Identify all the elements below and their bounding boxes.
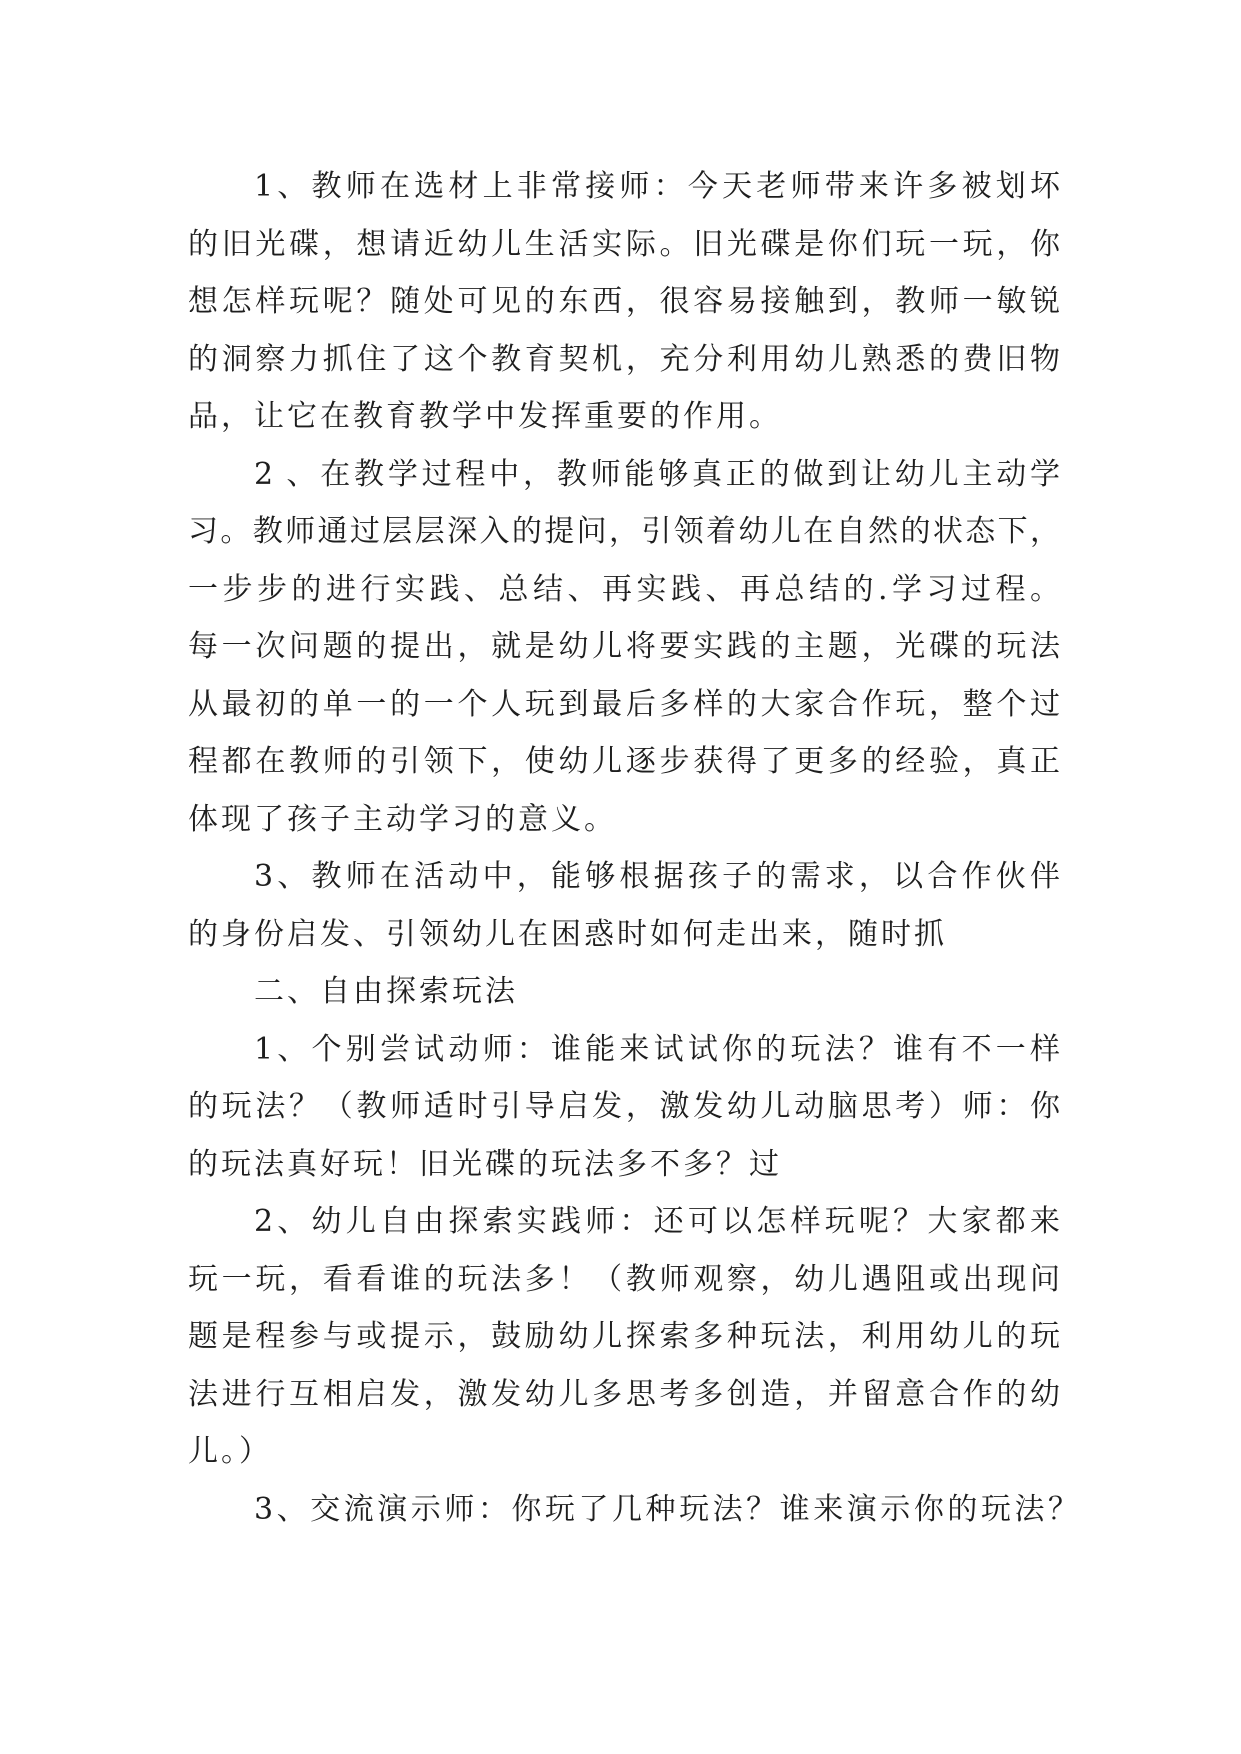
text-line: 体现了孩子主动学习的意义。 [188, 801, 617, 837]
text-line: 每一次问题的提出，就是幼儿将要实践的主题，光碟的玩法 [188, 629, 1060, 664]
paragraph-active-learning [188, 446, 1060, 849]
text-line: 题是程参与或提示，鼓励幼儿探索多种玩法，利用幼儿的玩 [188, 1319, 1060, 1354]
text-line: 的玩法？（教师适时引导启发，激发幼儿动脑思考）师：你 [188, 1089, 1060, 1124]
paragraph-demonstration [188, 1481, 1078, 1539]
text-line: 的洞察力抓住了这个教育契机，充分利用幼儿熟悉的费旧物 [188, 341, 1060, 377]
paragraph-individual-try [188, 1021, 1060, 1194]
text-line: 程都在教师的引领下，使幼儿逐步获得了更多的经验，真正 [188, 744, 1060, 779]
text-line: 法进行互相启发，激发幼儿多思考多创造，并留意合作的幼 [188, 1376, 1060, 1412]
text-line: 玩一玩，看看谁的玩法多！（教师观察，幼儿遇阻或出现问 [188, 1261, 1060, 1297]
text-line: 的旧光碟，想请近幼儿生活实际。旧光碟是你们玩一玩，你 [188, 226, 1060, 262]
section-heading [188, 963, 1060, 1021]
text-line: 3、教师在活动中，能够根据孩子的需求，以合作伙伴 [254, 859, 1060, 894]
text-line: 的玩法真好玩！旧光碟的玩法多不多？过 [188, 1146, 782, 1182]
text-line: 2 、在教学过程中，教师能够真正的做到让幼儿主动学 [254, 456, 1060, 492]
text-line: 一步步的进行实践、总结、再实践、再总结的.学习过程。 [188, 571, 1060, 607]
text-line: 从最初的单一的一个人玩到最后多样的大家合作玩，整个过 [188, 686, 1060, 722]
text-line: 品，让它在教育教学中发挥重要的作用。 [188, 399, 782, 434]
paragraph-free-exploration [188, 1193, 1060, 1481]
paragraph-teacher-material [188, 158, 1060, 446]
document-body [188, 158, 1078, 1538]
text-line: 习。教师通过层层深入的提问，引领着幼儿在自然的状态下， [188, 514, 1060, 549]
text-line: 3、交流演示师：你玩了几种玩法？谁来演示你的玩法？ [254, 1491, 1078, 1527]
text-line: 想怎样玩呢？随处可见的东西，很容易接触到，教师一敏锐 [188, 284, 1060, 319]
text-line: 1、教师在选材上非常接师：今天老师带来许多被划坏 [254, 169, 1060, 204]
text-line: 儿。） [188, 1434, 272, 1469]
text-line: 的身份启发、引领幼儿在困惑时如何走出来，随时抓 [188, 916, 947, 952]
paragraph-teacher-activity [188, 848, 1060, 963]
text-line: 2、幼儿自由探索实践师：还可以怎样玩呢？大家都来 [254, 1204, 1060, 1239]
section-title: 二、自由探索玩法 [254, 974, 518, 1009]
text-line: 1、个别尝试动师：谁能来试试你的玩法？谁有不一样 [254, 1031, 1060, 1067]
